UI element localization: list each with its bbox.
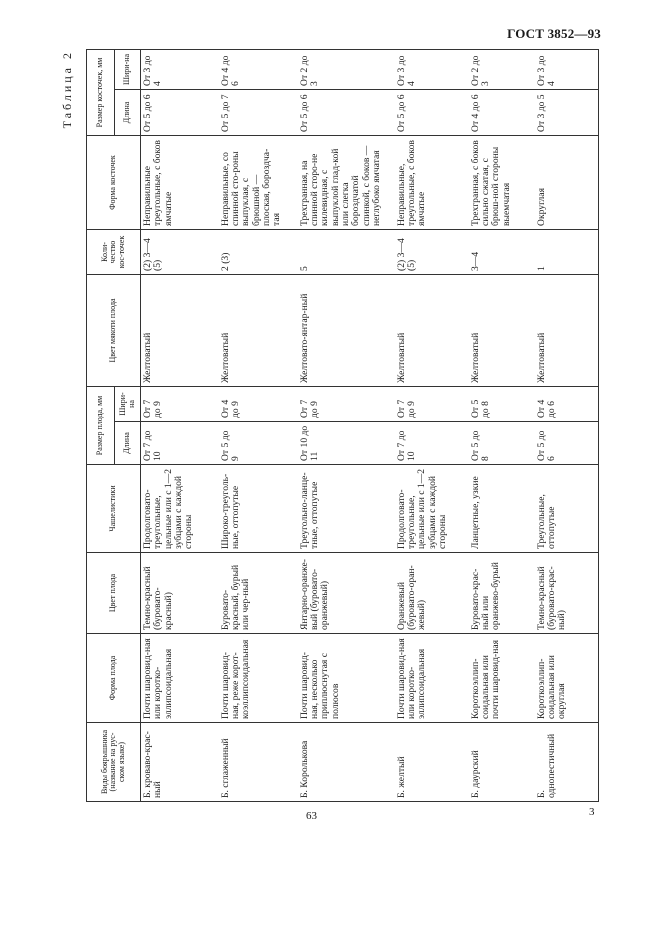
cell-fruit-length: От 5 до 8: [469, 422, 535, 465]
cell-pit-length: От 5 до 6: [395, 89, 469, 135]
col-pit-count: Коли-чество кос-точек: [87, 229, 141, 274]
cell-fruit-length: От 7 до 10: [395, 422, 469, 465]
cell-pit-count: (2) 3—4 (5): [395, 229, 469, 274]
cell-fruit-shape: Почти шаровид-ная, несколько приплюснутая с полюсов: [298, 634, 395, 723]
cell-fruit-shape: Почти шаровид-ная, реже корот-коэллипсоидальная: [219, 634, 298, 723]
table-row: [298, 49, 395, 801]
cell-pit-length: От 5 до 6: [298, 89, 395, 135]
table-row: [395, 49, 469, 801]
col-fruit-length: Длина: [115, 422, 141, 465]
cell-sepals: Продолговато-треугольные, цельные или с 1—2 зубцами с каждой стороны: [395, 465, 469, 553]
cell-pit-length: От 5 до 7: [219, 89, 298, 135]
cell-sepals: Широко-треуголь-ные, оттопутые: [219, 465, 298, 553]
cell-pulp-color: Желтоватый: [469, 274, 535, 386]
standard-header: ГОСТ 3852—93: [507, 26, 601, 41]
col-fruit-width: Шири-на: [115, 386, 141, 421]
table-row: [219, 49, 298, 801]
cell-pit-shape: Неправильные, со спинной сто-роны выпуклая, с брюшной — плоская, бороздча-тая: [219, 135, 298, 229]
cell-fruit-width: От 4 до 6: [535, 386, 599, 421]
cell-fruit-shape: Почти шаровид-ная или коротко-эллипсоидальная: [141, 634, 219, 723]
col-pulp-color: Цвет мякоти плода: [87, 274, 141, 386]
cell-pulp-color: Желтоватый: [219, 274, 298, 386]
col-species: Виды боярышника (название на рус-ском языке): [87, 723, 141, 802]
cell-fruit-color: Темно-красный (буровато-красный): [141, 553, 219, 634]
hawthorn-table: [86, 49, 599, 802]
cell-fruit-length: От 5 до 9: [219, 422, 298, 465]
col-pit-shape: Форма косточек: [87, 135, 141, 229]
cell-fruit-width: От 7 до 9: [141, 386, 219, 421]
cell-fruit-length: От 7 до 10: [141, 422, 219, 465]
cell-species: Б. однопестичный: [535, 723, 599, 802]
cell-pit-count: 3—4: [469, 229, 535, 274]
cell-fruit-color: Темно-красный (буровато-крас-ный): [535, 553, 599, 634]
cell-pit-count: 5: [298, 229, 395, 274]
col-fruit-size: Размер плода, мм: [87, 386, 115, 464]
cell-pit-width: От 2 до 3: [469, 49, 535, 89]
cell-fruit-width: От 7 до 9: [395, 386, 469, 421]
table-row: [141, 49, 219, 801]
cell-species: Б. кроваво-крас-ный: [141, 723, 219, 802]
cell-pulp-color: Желтоватый: [535, 274, 599, 386]
cell-pulp-color: Желтоватый: [395, 274, 469, 386]
cell-pit-width: От 2 до 3: [298, 49, 395, 89]
cell-pit-shape: Трехгранная, на спинной сторо-не килевидная, с выпуклой глад-кой или слегка бороздчатой спинкой, с боков — неглубоко ямчатая: [298, 135, 395, 229]
cell-fruit-length: От 10 до 11: [298, 422, 395, 465]
cell-pulp-color: Желтоватый: [141, 274, 219, 386]
page-number-left: 63: [306, 810, 317, 822]
cell-pit-width: От 3 до 4: [535, 49, 599, 89]
cell-pit-count: 2 (3): [219, 229, 298, 274]
cell-pit-length: От 5 до 6: [141, 89, 219, 135]
table-caption: Таблица 2: [60, 50, 74, 129]
cell-species: Б. сглаженный: [219, 723, 298, 802]
cell-fruit-color: Буровато-красный, бурый или чер-ный: [219, 553, 298, 634]
cell-fruit-shape: Короткоэллип-соидальная или округлая: [535, 634, 599, 723]
cell-fruit-width: От 5 до 8: [469, 386, 535, 421]
col-pit-size: Размер косточек, мм: [87, 49, 115, 135]
col-pit-width: Шири-на: [115, 49, 141, 89]
table-row: [469, 49, 535, 801]
cell-species: Б. даурский: [469, 723, 535, 802]
cell-fruit-color: Оранжевый (буровато-оран-жевый): [395, 553, 469, 634]
cell-fruit-color: Буровато-крас-ный или оранжево-бурый: [469, 553, 535, 634]
cell-fruit-shape: Почти шаровид-ная или коротко-эллипсоидальная: [395, 634, 469, 723]
cell-pit-count: 1: [535, 229, 599, 274]
cell-fruit-length: От 5 до 6: [535, 422, 599, 465]
col-sepals: Чашелистики: [87, 465, 141, 553]
cell-fruit-shape: Короткоэллип-соидальная или почти шаровид-ная: [469, 634, 535, 723]
cell-pit-width: От 3 до 4: [141, 49, 219, 89]
col-fruit-color: Цвет плода: [87, 553, 141, 634]
cell-pit-shape: Неправильные треугольные, с боков ямчатые: [141, 135, 219, 229]
cell-sepals: Продолговато-треугольные, цельные или с 1—2 зубцами с каждой стороны: [141, 465, 219, 553]
cell-pit-shape: Округлая: [535, 135, 599, 229]
cell-fruit-width: От 7 до 9: [298, 386, 395, 421]
cell-pit-length: От 4 до 6: [469, 89, 535, 135]
col-pit-length: Длина: [115, 89, 141, 135]
col-fruit-shape: Форма плода: [87, 634, 141, 723]
rotated-table-region: [60, 50, 598, 802]
page-number-right: 3: [589, 806, 595, 818]
cell-species: Б. желтый: [395, 723, 469, 802]
cell-species: Б. Королькова: [298, 723, 395, 802]
cell-sepals: Треугольные, оттопутые: [535, 465, 599, 553]
table-row: [535, 49, 599, 801]
cell-pit-count: (2) 3—4 (5): [141, 229, 219, 274]
cell-pit-shape: Трехгранная, с боков сильно сжатая, с брюш-ной стороны выемчатая: [469, 135, 535, 229]
cell-sepals: Ланцетные, узкие: [469, 465, 535, 553]
cell-fruit-color: Янтарно-оранже-вый (буровато-оранжевый): [298, 553, 395, 634]
cell-pit-width: От 3 до 4: [395, 49, 469, 89]
cell-pit-shape: Неправильные, треугольные, с боков ямчатые: [395, 135, 469, 229]
cell-sepals: Треугольно-ланце-тные, оттопутые: [298, 465, 395, 553]
cell-pit-width: От 4 до 6: [219, 49, 298, 89]
cell-pulp-color: Желтовато-янтар-ный: [298, 274, 395, 386]
cell-pit-length: От 3 до 5: [535, 89, 599, 135]
cell-fruit-width: От 4 до 9: [219, 386, 298, 421]
